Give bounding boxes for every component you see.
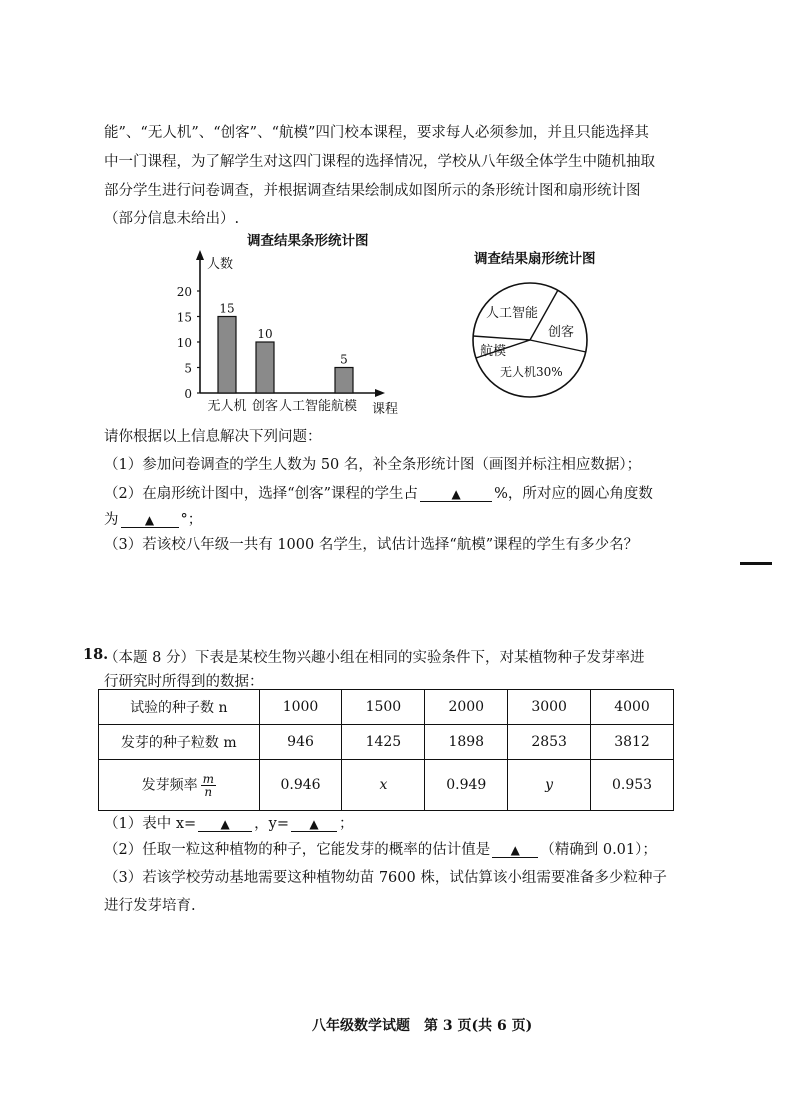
bar-1	[256, 342, 274, 393]
q17-part3: （3）若该校八年级一共有 1000 名学生，试估计选择“航模”课程的学生有多少名？	[104, 537, 639, 553]
q17-part2-text-a: （2）在扇形统计图中，选择“创客”课程的学生占	[104, 486, 419, 502]
x-category-label: 人工智能	[278, 399, 332, 414]
bar-data-label: 15	[219, 301, 235, 316]
table-row-label	[99, 760, 260, 811]
y-tick-label: 0	[184, 387, 192, 401]
pie-label-drone: 无人机30%	[500, 365, 563, 379]
table-cell: 0.949	[425, 760, 508, 811]
table-cell: 1898	[425, 725, 508, 760]
q18-part3-line2: 进行发芽培育.	[104, 898, 196, 914]
fraction-m-over-n	[201, 773, 216, 798]
bar-data-label: 5	[340, 352, 348, 367]
table-cell: 1000	[259, 690, 342, 725]
answer-blank-maker-percent[interactable]: ▲	[420, 487, 492, 502]
x-category-label: 创客	[251, 399, 279, 414]
y-tick-label: 5	[184, 361, 192, 376]
q17-part2-line1	[104, 482, 653, 503]
table-cell: 1425	[342, 725, 425, 760]
bar-0	[218, 317, 236, 394]
x-axis-label: 课程	[372, 402, 399, 417]
intro-line-3: 部分学生进行问卷调查，并根据调查结果绘制成如图所示的条形统计图和扇形统计图	[104, 183, 641, 199]
q18-part1-text-c: ；	[339, 816, 354, 832]
table-cell: 3000	[508, 690, 591, 725]
q18-part3-line1: （3）若该学校劳动基地需要这种植物幼苗 7600 株，试估算该小组需要准备多少粒种子	[104, 870, 667, 886]
q17-part2-text-b: %，所对应的圆心角度数	[494, 486, 653, 502]
q18-part1	[104, 812, 354, 833]
bar-data-label: 10	[257, 327, 273, 341]
intro-line-1: 能”、“无人机”、“创客”、“航模”四门校本课程，要求每人必须参加，并且只能选择其	[104, 125, 649, 141]
q18-line-2: 行研究时所得到的数据：	[104, 674, 264, 690]
table-cell: 2000	[425, 690, 508, 725]
pie-label-maker: 创客	[548, 325, 575, 340]
pie-chart-title: 调查结果扇形统计图	[474, 251, 596, 267]
table-row-label: 发芽的种子粒数 m	[99, 725, 260, 760]
q17-part2-text-c: 为	[104, 512, 119, 528]
table-cell-y: y	[508, 760, 591, 811]
pie-divider-right	[530, 340, 586, 352]
page-footer: 八年级数学试题 第 3 页(共 6 页)	[312, 1018, 533, 1034]
pie-divider-inner	[473, 336, 530, 340]
q17-part2-text-d: °；	[180, 512, 203, 528]
q17-part1: （1）参加问卷调查的学生人数为 50 名，补全条形统计图（画图并标注相应数据）；	[104, 457, 642, 473]
pie-label-model: 航模	[480, 344, 507, 359]
y-tick-label: 10	[176, 336, 192, 350]
table-cell: 2853	[508, 725, 591, 760]
intro-line-4: （部分信息未给出）.	[104, 211, 240, 227]
fraction-numerator: m	[202, 771, 214, 786]
table-cell: 0.946	[259, 760, 342, 811]
table-cell: 1500	[342, 690, 425, 725]
x-category-label: 航模	[330, 399, 358, 414]
answer-blank-probability[interactable]: ▲	[492, 843, 538, 858]
germination-table	[98, 689, 674, 811]
q18-part2-text-b: （精确到 0.01）；	[540, 842, 657, 858]
q18-part1-text-b: ，y=	[254, 816, 290, 832]
y-axis-arrow	[196, 250, 204, 260]
x-axis-arrow	[375, 389, 385, 397]
table-cell: 4000	[591, 690, 674, 725]
table-cell: 3812	[591, 725, 674, 760]
y-tick-label: 15	[176, 310, 192, 325]
q18-number: 18.	[83, 646, 109, 663]
bar-chart	[165, 248, 415, 428]
frequency-label: 发芽频率	[141, 777, 198, 793]
margin-mark	[740, 562, 772, 565]
answer-blank-central-angle[interactable]: ▲	[121, 513, 179, 528]
q17-part2-line2	[104, 508, 202, 529]
table-row-germinated	[99, 725, 674, 760]
q18-part1-text-a: （1）表中 x=	[104, 816, 197, 832]
x-category-label: 无人机	[207, 399, 247, 414]
table-cell: 946	[259, 725, 342, 760]
table-row-label: 试验的种子数 n	[99, 690, 260, 725]
answer-blank-y[interactable]: ▲	[291, 817, 337, 832]
table-row-frequency	[99, 760, 674, 811]
bar-3	[335, 368, 353, 394]
y-axis-label: 人数	[207, 257, 234, 272]
table-cell-x: x	[342, 760, 425, 811]
q18-line-1: （本题 8 分）下表是某校生物兴趣小组在相同的实验条件下，对某植物种子发芽率进	[104, 650, 645, 666]
fraction-denominator: n	[204, 784, 213, 799]
q17-prompt: 请你根据以上信息解决下列问题：	[104, 429, 322, 445]
table-row-seeds	[99, 690, 674, 725]
q18-part2	[104, 838, 657, 859]
q18-part2-text-a: （2）任取一粒这种植物的种子，它能发芽的概率的估计值是	[104, 842, 491, 858]
table-cell: 0.953	[591, 760, 674, 811]
y-tick-label: 20	[176, 285, 192, 299]
pie-label-ai: 人工智能	[486, 306, 539, 321]
answer-blank-x[interactable]: ▲	[198, 817, 252, 832]
pie-chart	[460, 270, 600, 410]
intro-line-2: 中一门课程，为了解学生对这四门课程的选择情况，学校从八年级全体学生中随机抽取	[104, 154, 655, 170]
bar-chart-title: 调查结果条形统计图	[247, 233, 369, 249]
